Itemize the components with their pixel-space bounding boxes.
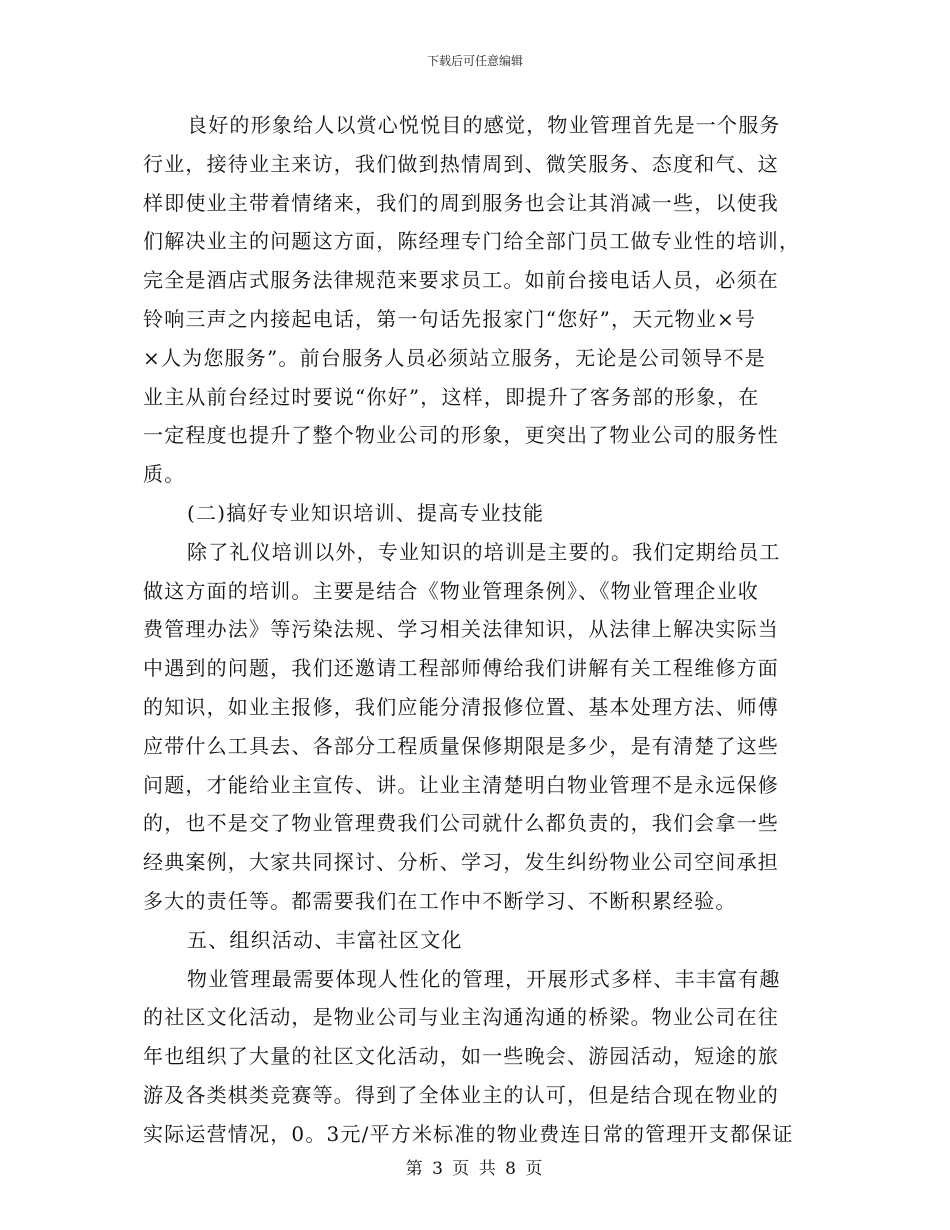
text-line: 年也组织了大量的社区文化活动，如一些晚会、游园活动，短途的旅 bbox=[143, 1044, 779, 1069]
text-line: 完全是酒店式服务法律规范来要求员工。如前台接电话人员，必须在 bbox=[143, 268, 779, 293]
text-line: 实际运营情况，0。3元/平方米标准的物业费连日常的管理开支都保证 bbox=[143, 1121, 794, 1146]
text-line: 样即使业主带着情绪来，我们的周到服务也会让其消减一些，以使我 bbox=[143, 190, 779, 215]
page-header: 下载后可任意编辑 bbox=[426, 54, 523, 68]
body-text bbox=[143, 106, 807, 1154]
text-line: 做这方面的培训。主要是结合《物业管理条例》、《物业管理企业收 bbox=[143, 578, 759, 603]
text-line: 们解决业主的问题这方面，陈经理专门给全部门员工做专业性的培训， bbox=[143, 229, 801, 254]
text-line: 的知识，如业主报修，我们应能分清报修位置、基本处理方法、师傅 bbox=[143, 694, 779, 719]
text-line: 一定程度也提升了整个物业公司的形象，更突出了物业公司的服务性 bbox=[143, 423, 779, 448]
text-line: 中遇到的问题，我们还邀请工程部师傅给我们讲解有关工程维修方面 bbox=[143, 656, 779, 681]
text-line: (二)搞好专业知识培训、提高专业技能 bbox=[187, 500, 545, 525]
text-line: 良好的形象给人以赏心悦悦目的感觉，物业管理首先是一个服务 bbox=[187, 113, 781, 137]
text-line: 物业管理最需要体现人性化的管理，开展形式多样、丰丰富有趣 bbox=[187, 966, 781, 991]
text-line: 问题，才能给业主宣传、讲。让业主清楚明白物业管理不是永远保修 bbox=[143, 772, 779, 797]
text-line: 的，也不是交了物业管理费我们公司就什么都负责的，我们会拿一些 bbox=[143, 811, 779, 836]
page-footer: 第 3 页 共 8 页 bbox=[405, 1159, 545, 1179]
text-line: 费管理办法》等污染法规、学习相关法律知识，从法律上解决实际当 bbox=[143, 617, 779, 642]
text-line: 除了礼仪培训以外，专业知识的培训是主要的。我们定期给员工 bbox=[187, 539, 781, 564]
text-line: 经典案例，大家共同探讨、分析、学习，发生纠纷物业公司空间承担 bbox=[143, 850, 779, 875]
text-line: 质。 bbox=[143, 462, 186, 487]
text-line: 的社区文化活动，是物业公司与业主沟通沟通的桥梁。物业公司在往 bbox=[143, 1005, 779, 1030]
text-line: 铃响三声之内接起电话，第一句话先报家门“您好”，天元物业×号 bbox=[143, 306, 757, 331]
text-line: ×人为您服务”。前台服务人员必须站立服务，无论是公司领导不是 bbox=[143, 345, 766, 370]
text-line: 游及各类棋类竞赛等。得到了全体业主的认可，但是结合现在物业的 bbox=[143, 1082, 779, 1107]
text-line: 行业，接待业主来访，我们做到热情周到、微笑服务、态度和气、这 bbox=[143, 151, 779, 176]
text-line: 多大的责任等。都需要我们在工作中不断学习、不断积累经验。 bbox=[143, 888, 737, 913]
text-line: 业主从前台经过时要说“你好”，这样，即提升了客务部的形象，在 bbox=[143, 384, 760, 409]
text-line: 五、组织活动、丰富社区文化 bbox=[187, 927, 463, 952]
text-line: 应带什么工具去、各部分工程质量保修期限是多少，是有清楚了这些 bbox=[143, 733, 779, 758]
